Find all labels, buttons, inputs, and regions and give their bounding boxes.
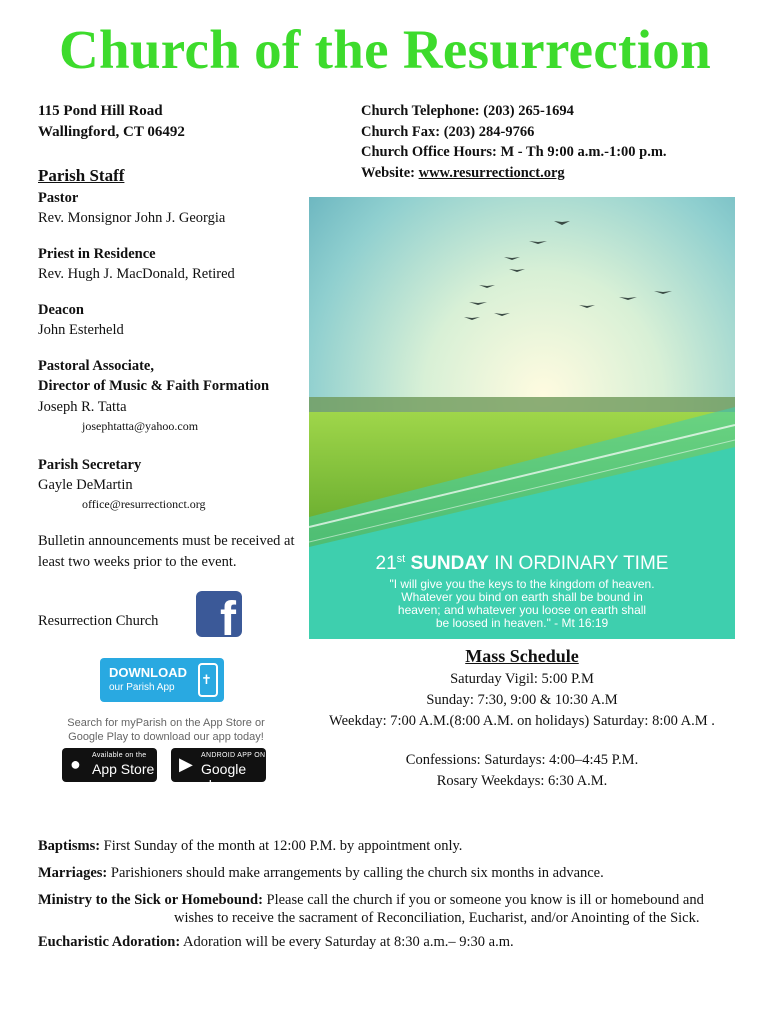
associate-role-2: Director of Music & Faith Formation bbox=[38, 378, 270, 394]
google-play-badge[interactable] bbox=[171, 748, 266, 793]
confessions: Confessions: Saturdays: 4:00–4:45 P.M. bbox=[405, 752, 639, 768]
website-link[interactable]: www.resurrectionct.org bbox=[418, 164, 565, 181]
parish-staff-heading: Parish Staff bbox=[38, 166, 125, 185]
baptisms-notice bbox=[38, 837, 738, 855]
banner-quote-4: be loosed in heaven." - Mt 16:19 bbox=[435, 616, 609, 630]
mass-schedule-heading: Mass Schedule bbox=[465, 646, 579, 666]
secretary-name: Gayle DeMartin bbox=[38, 477, 133, 493]
bulletin-note bbox=[38, 531, 295, 573]
app-store-big: App Store bbox=[92, 761, 155, 777]
priest-role: Priest in Residence bbox=[38, 246, 156, 262]
marriages-text: Parishioners should make arrangements by calling the church six months in advance. bbox=[107, 865, 604, 881]
deacon-name: John Esterheld bbox=[38, 322, 124, 338]
marriages-label: Marriages: bbox=[38, 865, 108, 881]
associate-name: Joseph R. Tatta bbox=[38, 399, 127, 415]
mass-sunday: Sunday: 7:30, 9:00 & 10:30 A.M bbox=[426, 692, 618, 708]
ministry-text-2: wishes to receive the sacrament of Reconciliation, Eucharist, and/or Anointing of the Sick. bbox=[174, 910, 700, 926]
banner-quote-2: Whatever you bind on earth shall be bound in bbox=[401, 590, 643, 604]
banner-sunday-sup: st bbox=[396, 553, 406, 565]
associate-role: Pastoral Associate, bbox=[38, 358, 154, 374]
bulletin-line-2: least two weeks prior to the event. bbox=[38, 554, 237, 570]
pastor-name: Rev. Monsignor John J. Georgia bbox=[38, 210, 226, 226]
facebook-label: Resurrection Church bbox=[38, 613, 159, 629]
google-play-icon: ▶ bbox=[179, 754, 193, 774]
baptisms-text: First Sunday of the month at 12:00 P.M. by appointment only. bbox=[100, 838, 463, 854]
secretary-email[interactable]: office@resurrectionct.org bbox=[82, 497, 206, 511]
app-store-small: Available on the bbox=[92, 752, 147, 759]
ministry-notice bbox=[38, 891, 738, 927]
address-street: 115 Pond Hill Road bbox=[38, 103, 163, 119]
office-hours: Church Office Hours: M - Th 9:00 a.m.-1:00 p.m. bbox=[361, 144, 667, 160]
banner-quote-1: "I will give you the keys to the kingdom of heaven. bbox=[389, 577, 655, 591]
phone-icon: ✝ bbox=[198, 663, 218, 697]
associate-email[interactable]: josephtatta@yahoo.com bbox=[82, 419, 199, 433]
marriages-notice bbox=[38, 864, 738, 882]
mass-saturday-vigil: Saturday Vigil: 5:00 P.M bbox=[450, 671, 594, 687]
app-search-line-2: Google Play to download our app today! bbox=[68, 731, 264, 743]
mass-weekday: Weekday: 7:00 A.M.(8:00 A.M. on holidays) Saturday: 8:00 A.M . bbox=[329, 713, 715, 729]
bulletin-line-1: Bulletin announcements must be received at bbox=[38, 533, 295, 549]
banner-sunday-bold: SUNDAY bbox=[405, 553, 489, 574]
website-line bbox=[361, 163, 667, 184]
ministry-label: Ministry to the Sick or Homebound: bbox=[38, 892, 263, 908]
facebook-icon[interactable]: f bbox=[196, 591, 242, 637]
app-store-badge[interactable] bbox=[62, 748, 157, 782]
banner-sunday-title bbox=[376, 553, 669, 574]
rosary: Rosary Weekdays: 6:30 A.M. bbox=[436, 773, 608, 789]
banner-sunday-number: 21 bbox=[375, 553, 397, 574]
adoration-label: Eucharistic Adoration: bbox=[38, 934, 181, 950]
banner-sunday-rest: IN ORDINARY TIME bbox=[488, 553, 669, 574]
church-telephone: Church Telephone: (203) 265-1694 bbox=[361, 103, 574, 119]
baptisms-label: Baptisms: bbox=[38, 838, 101, 854]
mass-schedule bbox=[309, 643, 735, 792]
adoration-text: Adoration will be every Saturday at 8:30 a.m.– 9:30 a.m. bbox=[180, 934, 514, 950]
deacon-role: Deacon bbox=[38, 302, 84, 318]
pastor-role: Pastor bbox=[38, 190, 79, 206]
adoration-notice bbox=[38, 933, 738, 951]
app-search-line-1: Search for myParish on the App Store or bbox=[67, 717, 265, 729]
sunday-banner-image bbox=[309, 197, 735, 639]
website-label: Website: bbox=[361, 164, 419, 181]
google-play-big: Google play bbox=[201, 761, 247, 793]
address-city: Wallingford, CT 06492 bbox=[38, 124, 185, 140]
google-play-small: ANDROID APP ON bbox=[201, 752, 266, 759]
app-search-text bbox=[60, 716, 272, 744]
page-title: Church of the Resurrection bbox=[59, 19, 711, 80]
priest-name: Rev. Hugh J. MacDonald, Retired bbox=[38, 266, 235, 282]
church-fax: Church Fax: (203) 284-9766 bbox=[361, 123, 535, 140]
ministry-text-1: Please call the church if you or someone you know is ill or homebound and bbox=[262, 892, 704, 908]
download-app-button[interactable] bbox=[100, 658, 224, 702]
parish-app-label: our Parish App bbox=[109, 682, 175, 693]
address-block bbox=[38, 101, 185, 143]
banner-quote-3: heaven; and whatever you loose on earth shall bbox=[397, 603, 647, 617]
secretary-role: Parish Secretary bbox=[38, 457, 142, 473]
apple-icon: ● bbox=[70, 754, 81, 774]
contact-block bbox=[361, 101, 667, 183]
download-label: DOWNLOAD bbox=[109, 665, 187, 680]
